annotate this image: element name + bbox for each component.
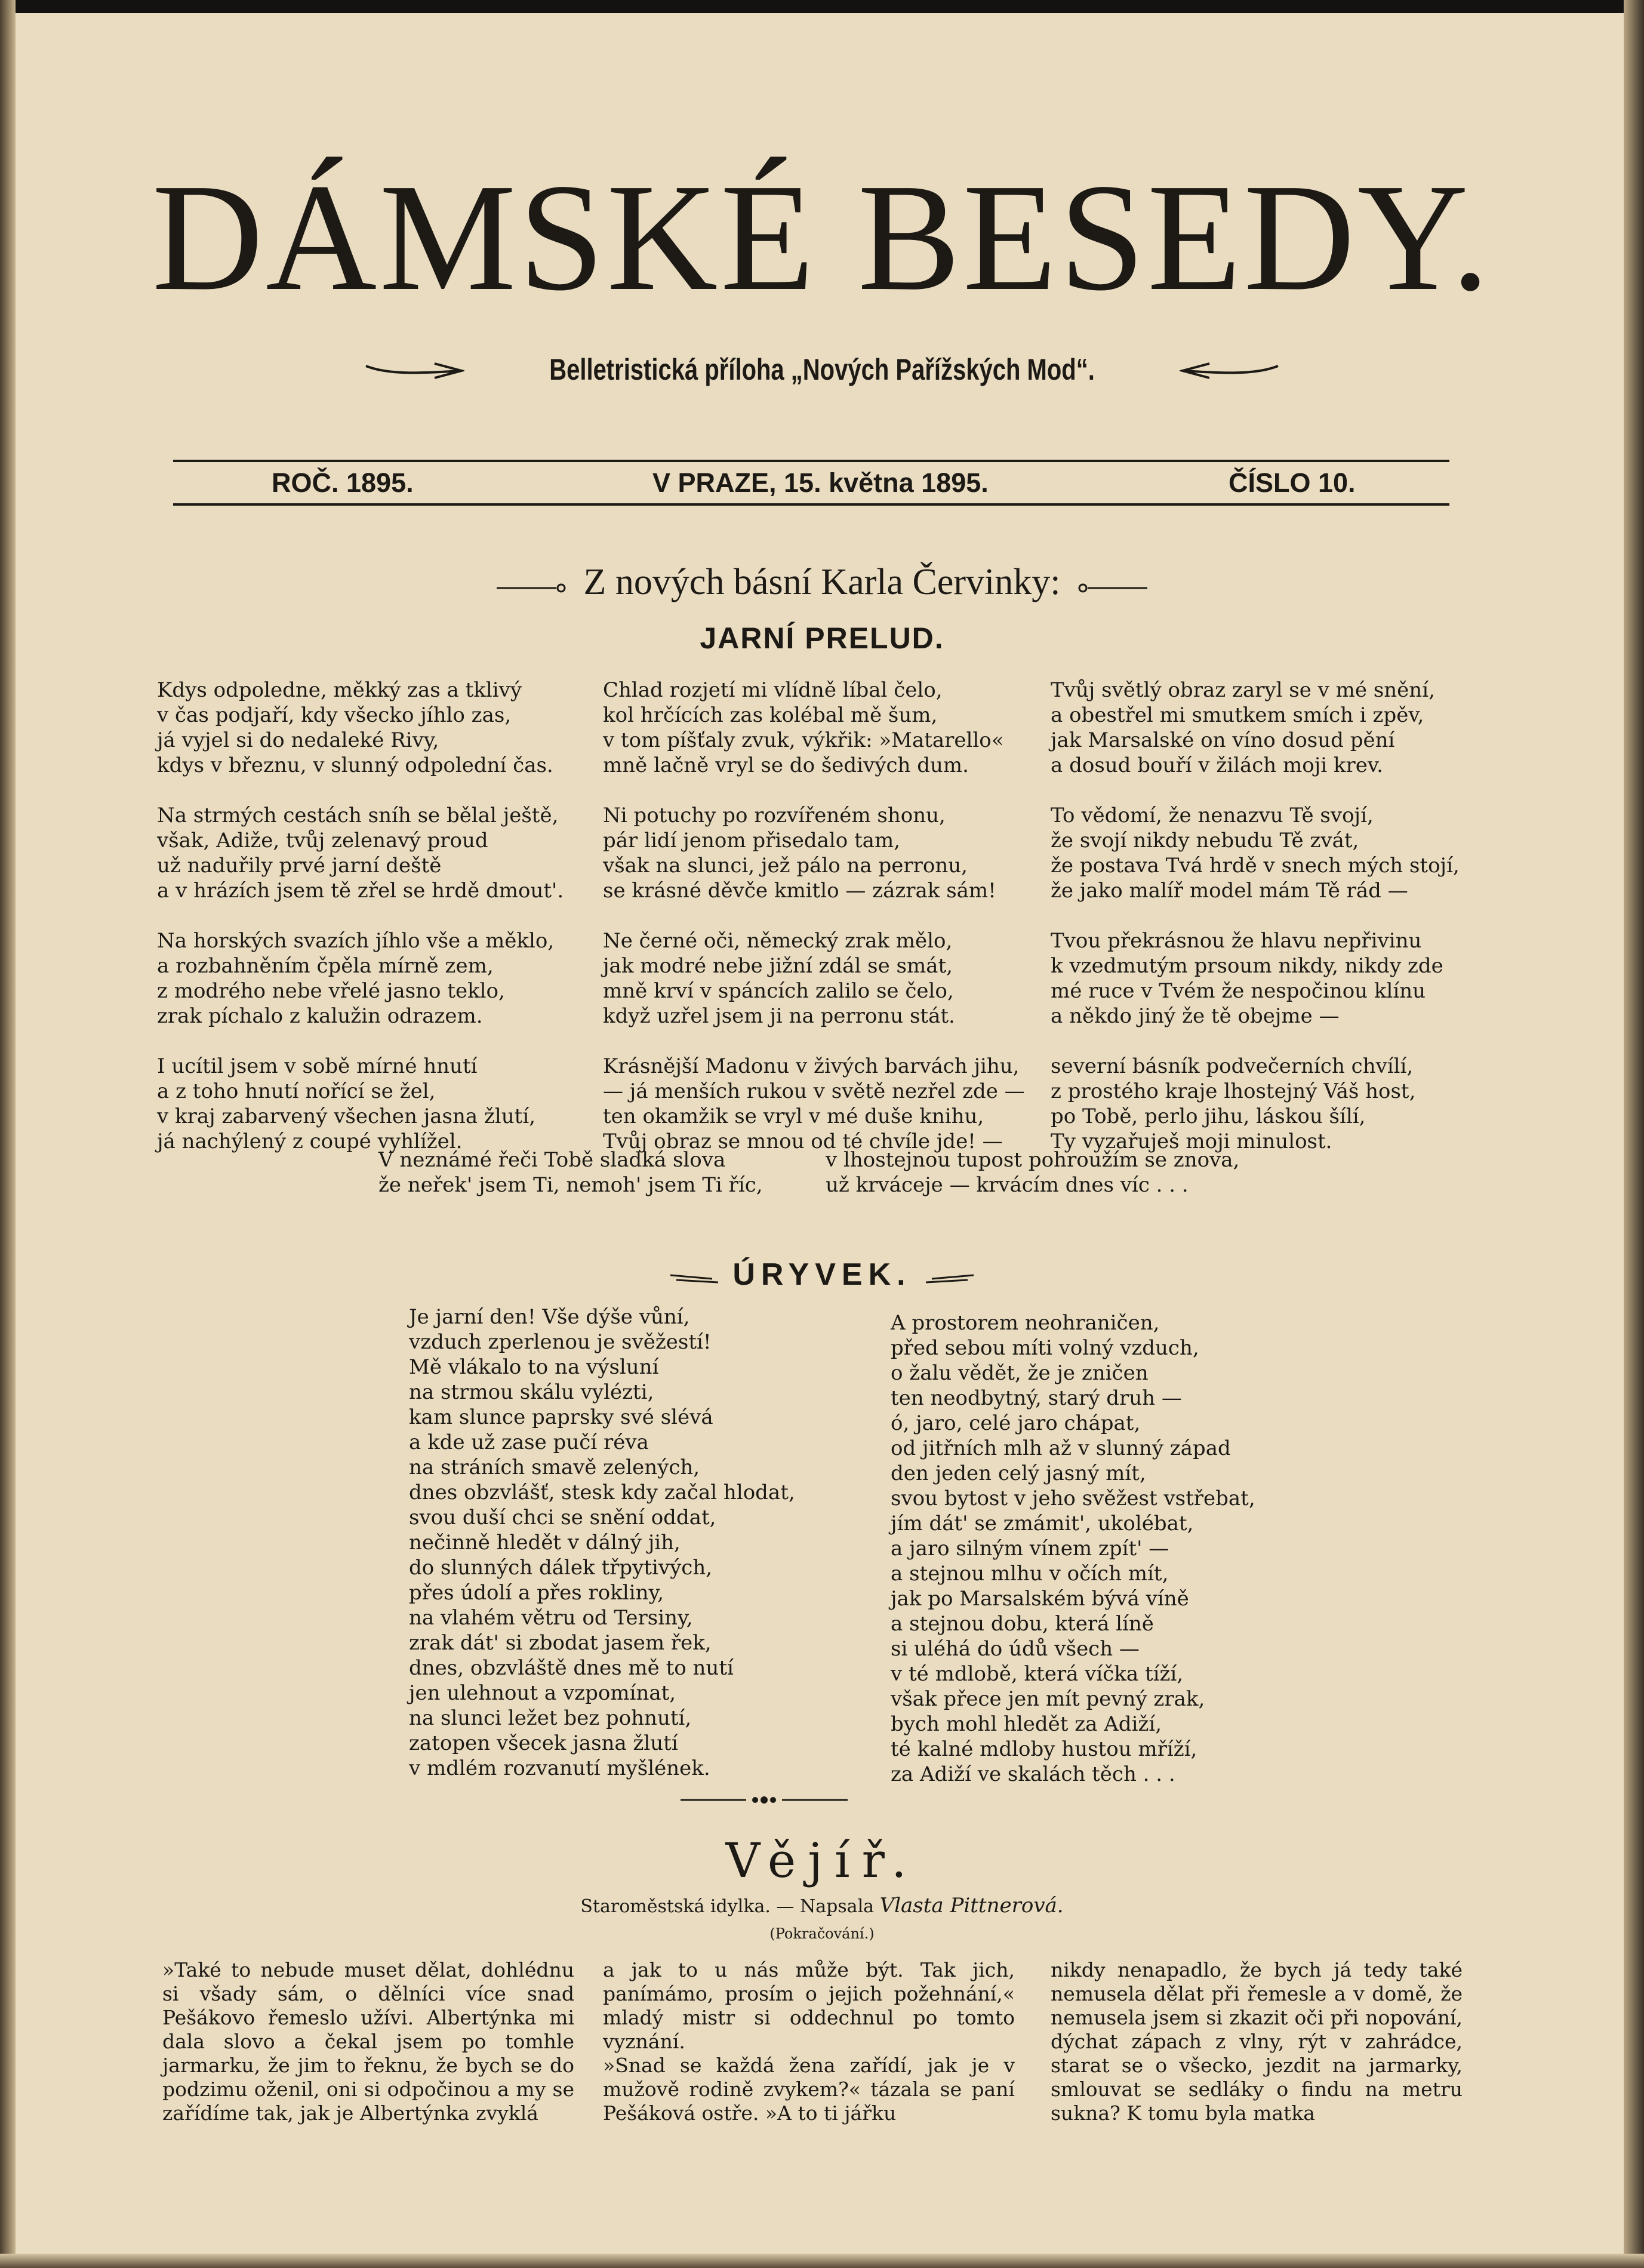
section-divider-ornament-icon <box>681 1794 848 1808</box>
poem-line: v tom píšťaly zvuk, výkřik: »Matarello« <box>603 728 1004 752</box>
heading-ornament-left-icon <box>497 561 568 604</box>
poem-line: k vzedmutým prsoum nikdy, nikdy zde <box>1051 954 1443 978</box>
poem-line: o žalu vědět, že je zničen <box>891 1361 1149 1385</box>
poem-line: Ne černé oči, německý zrak mělo, <box>603 929 953 953</box>
poem-line: bych mohl hledět za Adiží, <box>891 1712 1162 1736</box>
poem-line: v čas podjaří, kdy všecko jíhlo zas, <box>157 703 512 727</box>
prose-column-middle <box>603 1958 1015 2125</box>
poem-line: svou bytost v jeho svěžest vstřebat, <box>891 1487 1255 1510</box>
poem-line: svou duší chci se snění oddat, <box>409 1506 716 1530</box>
poem-line: Krásnější Madonu v živých barvách jihu, <box>603 1054 1020 1078</box>
poem-line: z prostého kraje lhostejný Váš host, <box>1051 1079 1416 1103</box>
poem-line: ten neodbytný, starý druh — <box>891 1386 1182 1410</box>
poem-line: Tvůj světlý obraz zaryl se v mé snění, <box>1051 678 1435 702</box>
prose-paragraph: »Také to nebude muset dělat, dohlédnu si všady sám, o dělníci více snad Pešákovo řemeslo užívi. Albertýnka mi dala slovo a čekal jsem po tomhle jarmarku, že jim to řeknu, že bych se do podzimu oženil, oni si odpočinou a my se zařídíme tak, jak je Albertýnka zvyklá <box>162 1958 574 2125</box>
section3-byline <box>0 1894 1644 1918</box>
poem-line: kol hrčících zas kolébal mě šum, <box>603 703 938 727</box>
poem-line: a z toho hnutí nořící se žel, <box>157 1079 436 1103</box>
heading-dash-left-icon <box>670 1257 718 1293</box>
poem-line: jen ulehnout a vzpomínat, <box>409 1681 676 1705</box>
poem-line: v kraj zabarvený všechen jasna žlutí, <box>157 1104 536 1128</box>
right-flourish-icon <box>1180 358 1281 381</box>
fragment-column-right <box>891 1310 1255 1787</box>
poem-line: před sebou míti volný vzduch, <box>891 1336 1199 1360</box>
poem-stanza <box>1051 678 1460 778</box>
poem-line: a někdo jiný že tě obejme — <box>1051 1004 1340 1028</box>
poem-stanza <box>157 678 564 778</box>
poem-line: já nachýlený z coupé vyhlížel. <box>157 1130 463 1153</box>
poem-line: a rozbahněním čpěla mírně zem, <box>157 954 494 978</box>
page-edge-top <box>0 0 1644 13</box>
poem-line: den jeden celý jasný mít, <box>891 1461 1146 1485</box>
poem-line: v lhostejnou tupost pohroužím se znova, <box>826 1148 1240 1172</box>
poem-line: a obestřel mi smutkem smích i zpěv, <box>1051 703 1424 727</box>
poem-line: Ty vyzařuješ moji minulost. <box>1051 1130 1332 1153</box>
poem-closing-right <box>826 1147 1239 1198</box>
poem-line: a stejnou dobu, která líně <box>891 1612 1154 1636</box>
poem-line: už krváceje — krvácím dnes víc . . . <box>826 1173 1189 1197</box>
poem-line: a kde už zase pučí réva <box>409 1430 649 1454</box>
prose-paragraph: nikdy nenapadlo, že bych já tedy také nemusela dělat při řemesle a v domě, že nemusela jsem si zkazit oči při nopování, dýchat zápach z vlny, rýt v zahrádce, starat se o všecko, jezdit na jarmarky, smlouvat se sedláky o findu na metru sukna? K tomu byla matka <box>1051 1958 1463 2125</box>
byline-author: Vlasta Pittnerová. <box>879 1894 1064 1918</box>
poem-line: v té mdlobě, která víčka tíží, <box>891 1662 1184 1686</box>
issue-year: ROČ. 1895. <box>272 467 414 498</box>
section1-heading <box>0 561 1644 604</box>
poem-line: že jako malíř model mám Tě rád — <box>1051 879 1408 903</box>
poem-line: na slunci ležet bez pohnutí, <box>409 1706 692 1730</box>
poem-line: Tvou překrásnou že hlavu nepřivinu <box>1051 929 1422 953</box>
left-flourish-icon <box>363 358 464 381</box>
poem-stanza <box>603 803 1025 903</box>
poem-line: Mě vlákalo to na výsluní <box>409 1355 659 1379</box>
poem-line: kdys v březnu, v slunný odpolední čas. <box>157 753 553 777</box>
poem-line: se krásné děvče kmitlo — zázrak sám! <box>603 879 996 903</box>
poem-line: jak Marsalské on víno dosud pění <box>1051 728 1395 752</box>
poem-line: na vlahém větru od Tersiny, <box>409 1606 693 1630</box>
poem-line: do slunných dálek třpytivých, <box>409 1556 713 1580</box>
poem-line: ten okamžik se vryl v mé duše knihu, <box>603 1104 984 1128</box>
poem-line: a jaro silným vínem zpít' — <box>891 1537 1169 1561</box>
poem-stanza <box>603 1054 1025 1154</box>
poem-line: že svojí nikdy nebudu Tě zvát, <box>1051 829 1359 853</box>
poem-title: JARNÍ PRELUD. <box>700 621 944 655</box>
heading-ornament-right-icon <box>1076 561 1147 604</box>
poem-line: zatopen všecek jasna žlutí <box>409 1731 678 1755</box>
poem-stanza <box>157 928 564 1029</box>
poem-line: po Tobě, perlo jihu, láskou šílí, <box>1051 1104 1366 1128</box>
poem-line: V neznámé řeči Tobě sladká slova <box>378 1148 726 1172</box>
issue-number: ČÍSLO 10. <box>1229 467 1356 498</box>
poem-line: že postava Tvá hrdě v snech mých stojí, <box>1051 854 1460 878</box>
poem-stanza <box>1051 1054 1460 1154</box>
poem-line: však přece jen mít pevný zrak, <box>891 1687 1205 1711</box>
poem-line: Chlad rozjetí mi vlídně líbal čelo, <box>603 678 943 702</box>
poem-line: však na slunci, jež pálo na perronu, <box>603 854 968 878</box>
poem-line: však, Adiže, tvůj zelenavý proud <box>157 829 488 853</box>
poem-line: Ni potuchy po rozvířeném shonu, <box>603 804 946 827</box>
poem-line: ó, jaro, celé jaro chápat, <box>891 1411 1141 1435</box>
poem-line: jak modré nebe jižní zdál se smát, <box>603 954 953 978</box>
poem-line: — já menších rukou v světě nezřel zde — <box>603 1079 1025 1103</box>
poem-line: zrak píchalo z kalužin odrazem. <box>157 1004 483 1028</box>
poem-line: mně lačně vryl se do šedivých dum. <box>603 753 969 777</box>
poem-line: Na horských svazích jíhlo vše a měklo, <box>157 929 555 953</box>
poem-line: Na strmých cestách sníh se bělal ještě, <box>157 804 559 827</box>
poem-line: a stejnou mlhu v očích mít, <box>891 1562 1169 1586</box>
poem-line: dnes, obzvláště dnes mě to nutí <box>409 1656 734 1680</box>
poem-line: zrak dát' si zbodat jasem řek, <box>409 1631 712 1655</box>
continued-note: (Pokračování.) <box>769 1925 875 1942</box>
poem-line: severní básník podvečerních chvílí, <box>1051 1054 1414 1078</box>
poem-line: jak po Marsalském bývá víně <box>891 1587 1189 1611</box>
fragment-column-left <box>409 1304 795 1781</box>
poem-line: v mdlém rozvanutí myšlének. <box>409 1756 710 1780</box>
issue-bar-bottom-rule <box>173 503 1449 506</box>
poem-stanza <box>1051 803 1460 903</box>
subtitle-row <box>0 352 1644 387</box>
poem-stanza <box>1051 928 1460 1029</box>
poem-column-right <box>1051 678 1460 1179</box>
poem-line: na stráních smavě zelených, <box>409 1455 700 1479</box>
poem-stanza <box>157 803 564 903</box>
poem-line: A prostorem neohraničen, <box>891 1311 1160 1335</box>
poem-column-middle <box>603 678 1025 1179</box>
issue-place-date: V PRAZE, 15. května 1895. <box>652 467 989 498</box>
section2-title: ÚRYVEK. <box>732 1257 912 1292</box>
poem-stanza <box>603 928 1025 1029</box>
poem-line: že neřek' jsem Ti, nemoh' jsem Ti říc, <box>378 1173 763 1197</box>
prose-paragraph: a jak to u nás může být. Tak jich, panímámo, prosím o jejich požehnání,« mladý mistr si oddechnul po tomto vyznání. <box>603 1958 1015 2053</box>
poem-line: na strmou skálu vylézti, <box>409 1380 654 1404</box>
poem-line: přes údolí a přes rokliny, <box>409 1581 664 1605</box>
poem-line: já vyjel si do nedaleké Rivy, <box>157 728 439 752</box>
heading-dash-right-icon <box>926 1257 974 1293</box>
poem-stanza <box>157 1054 564 1154</box>
poem-line: když uzřel jsem ji na perronu stát. <box>603 1004 955 1028</box>
poem-line: už naduřily prvé jarní deště <box>157 854 442 878</box>
poem-closing-left <box>378 1147 763 1198</box>
poem-line: vzduch zperlenou je svěžestí! <box>409 1330 712 1354</box>
poem-line: jím dát' se zmámit', ukolébat, <box>891 1512 1194 1535</box>
poem-line: To vědomí, že nenazvu Tě svojí, <box>1051 804 1374 827</box>
page-edge-bottom <box>0 2254 1644 2268</box>
poem-line: mé ruce v Tvém že nespočinou klínu <box>1051 979 1426 1003</box>
poem-line: pár lidí jenom přisedalo tam, <box>603 829 900 853</box>
poem-line: z modrého nebe vřelé jasno teklo, <box>157 979 505 1003</box>
poem-line: té kalné mdloby hustou mříží, <box>891 1737 1197 1761</box>
poem-line: I ucítil jsem v sobě mírné hnutí <box>157 1054 478 1078</box>
poem-line: za Adiží ve skalách těch . . . <box>891 1762 1175 1786</box>
subtitle: Belletristická příloha „Nových Pařížských Mod“. <box>549 353 1095 386</box>
poem-line: Je jarní den! Vše dýše vůní, <box>409 1305 690 1329</box>
poem-line: od jitřních mlh až v slunný západ <box>891 1436 1231 1460</box>
poem-line: si uléhá do údů všech — <box>891 1637 1140 1661</box>
poem-line: a v hrázích jsem tě zřel se hrdě dmout'. <box>157 879 564 903</box>
prose-column-left <box>162 1958 574 2125</box>
prose-paragraph: »Snad se každá žena zařídí, jak je v mužově rodině zvykem?« tázala se paní Pešáková ostře. »A to ti jářku <box>603 2054 1015 2125</box>
masthead-title: DÁMSKÉ BESEDY. <box>152 152 1492 322</box>
section1-title: Z nových básní Karla Červinky: <box>583 562 1061 602</box>
byline-prefix: Staroměstská idylka. — Napsala <box>580 1896 875 1917</box>
poem-stanza <box>603 678 1025 778</box>
poem-column-left <box>157 678 564 1179</box>
poem-line: dnes obzvlášť, stesk kdy začal hlodat, <box>409 1481 795 1504</box>
poem-line: kam slunce paprsky své slévá <box>409 1405 713 1429</box>
poem-line: mně krví v spáncích zalilo se čelo, <box>603 979 954 1003</box>
prose-column-right <box>1051 1958 1463 2125</box>
poem-line: Tvůj obraz se mnou od té chvíle jde! — <box>603 1130 1003 1153</box>
poem-line: nečinně hledět v dálný jih, <box>409 1531 681 1555</box>
poem-line: a dosud bouří v žilách moji krev. <box>1051 753 1383 777</box>
section2-heading <box>0 1257 1644 1293</box>
poem-line: Kdys odpoledne, měkký zas a tklivý <box>157 678 522 702</box>
issue-bar-top-rule <box>173 460 1449 462</box>
section3-title: Vějíř. <box>725 1833 919 1888</box>
